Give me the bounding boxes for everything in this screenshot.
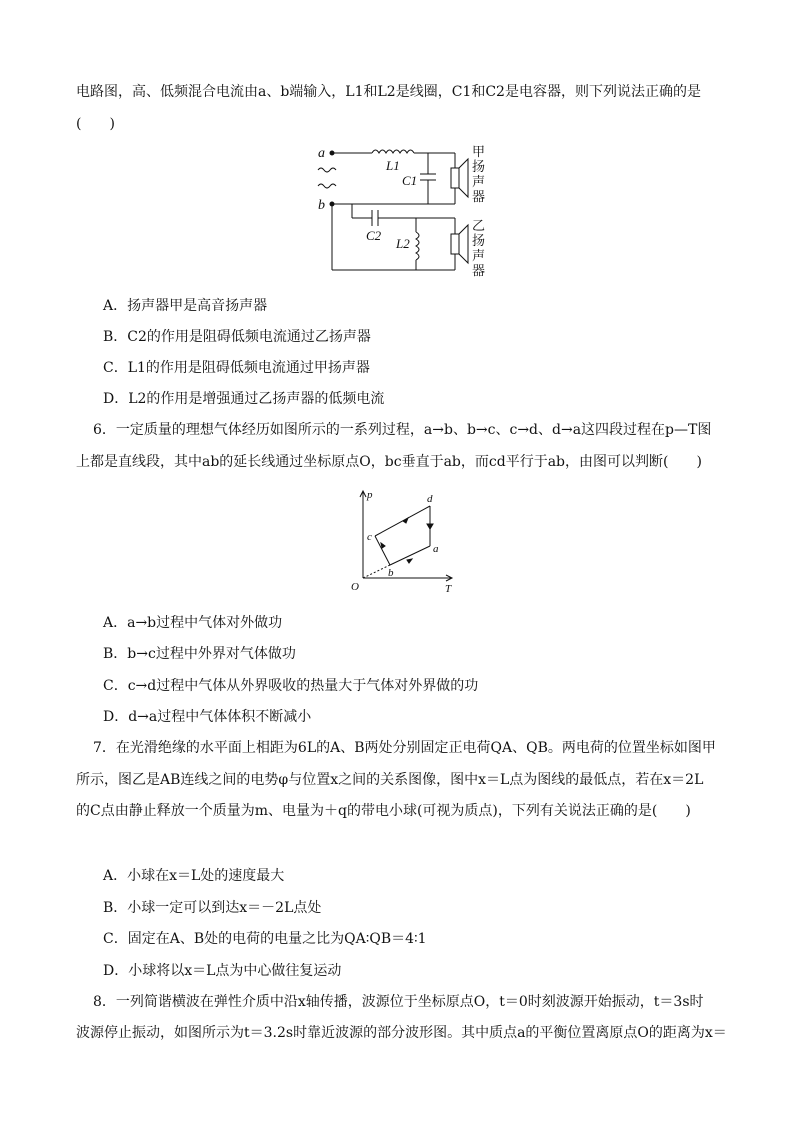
q6-stem-line1: 6．一定质量的理想气体经历如图所示的一系列过程，a→b、b→c、c→d、d→a这四段过程在p—T图 bbox=[93, 422, 712, 438]
q5-option-d: D．L2的作用是增强通过乙扬声器的低频电流 bbox=[103, 391, 385, 407]
q7-option-b: B．小球一定可以到达x＝－2L点处 bbox=[103, 900, 322, 916]
point-a-label: a bbox=[433, 543, 439, 555]
speaker2-char: 声 bbox=[472, 248, 486, 263]
speaker2-char: 扬 bbox=[472, 233, 486, 248]
point-b-label: b bbox=[388, 567, 394, 579]
axis-T-label: T bbox=[445, 583, 452, 595]
q6-option-a: A．a→b过程中气体对外做功 bbox=[103, 615, 283, 631]
label-C2: C2 bbox=[366, 228, 382, 243]
point-c-label: c bbox=[367, 531, 372, 543]
speaker1-char: 甲 bbox=[472, 144, 486, 159]
q5-option-c: C．L1的作用是阻碍低频电流通过甲扬声器 bbox=[103, 360, 370, 376]
axis-p-label: p bbox=[367, 489, 373, 501]
terminal-b-label: b bbox=[318, 198, 325, 213]
speaker2-char: 乙 bbox=[472, 218, 486, 233]
q6-stem-line2: 上都是直线段，其中ab的延长线通过坐标原点O，bc垂直于ab，而cd平行于ab，由图可以判断( ) bbox=[76, 454, 702, 470]
speaker1-char: 声 bbox=[472, 174, 486, 189]
label-L1: L1 bbox=[386, 158, 400, 173]
label-C1: C1 bbox=[402, 173, 418, 188]
label-L2: L2 bbox=[396, 236, 410, 251]
q6-option-d: D．d→a过程中气体体积不断减小 bbox=[103, 709, 312, 725]
q5-stem-line1: 电路图，高、低频混合电流由a、b端输入，L1和L2是线圈，C1和C2是电容器，则下列说法正确的是 bbox=[76, 84, 701, 100]
q7-stem-line3: 的C点由静止释放一个质量为m、电量为＋q的带电小球(可视为质点)，下列有关说法正确的是( ) bbox=[76, 803, 691, 819]
q5-answer-bracket: ( ) bbox=[76, 116, 115, 132]
q7-option-d: D．小球将以x＝L点为中心做往复运动 bbox=[103, 963, 342, 979]
speaker1-char: 器 bbox=[472, 189, 486, 204]
q7-option-c: C．固定在A、B处的电荷的电量之比为QA∶QB＝4∶1 bbox=[103, 931, 427, 947]
p-T-graph bbox=[345, 488, 465, 598]
q5-option-a: A．扬声器甲是高音扬声器 bbox=[103, 298, 268, 314]
speaker2-char: 器 bbox=[472, 263, 486, 278]
q5-option-b: B．C2的作用是阻碍低频电流通过乙扬声器 bbox=[103, 329, 371, 345]
q8-stem-line2: 波源停止振动，如图所示为t＝3.2s时靠近波源的部分波形图。其中质点a的平衡位置离原点O的距离为x＝ bbox=[76, 1025, 727, 1041]
speaker1-char: 扬 bbox=[472, 159, 486, 174]
q7-stem-line1: 7．在光滑绝缘的水平面上相距为6L的A、B两处分别固定正电荷QA、QB。两电荷的位置坐标如图甲 bbox=[93, 740, 716, 756]
q7-stem-line2: 所示，图乙是AB连线之间的电势φ与位置x之间的关系图像，图中x＝L点为图线的最低点，若在x＝2L bbox=[76, 772, 704, 788]
point-d-label: d bbox=[427, 493, 433, 505]
circuit-diagram bbox=[310, 140, 500, 280]
q6-option-b: B．b→c过程中外界对气体做功 bbox=[103, 646, 296, 662]
q6-option-c: C．c→d过程中气体从外界吸收的热量大于气体对外界做的功 bbox=[103, 678, 479, 694]
q7-option-a: A．小球在x＝L处的速度最大 bbox=[103, 868, 285, 884]
q8-stem-line1: 8．一列简谐横波在弹性介质中沿x轴传播，波源位于坐标原点O，t＝0时刻波源开始振动，t＝3s时 bbox=[93, 994, 704, 1010]
terminal-a-label: a bbox=[318, 146, 325, 161]
origin-label: O bbox=[351, 581, 359, 593]
